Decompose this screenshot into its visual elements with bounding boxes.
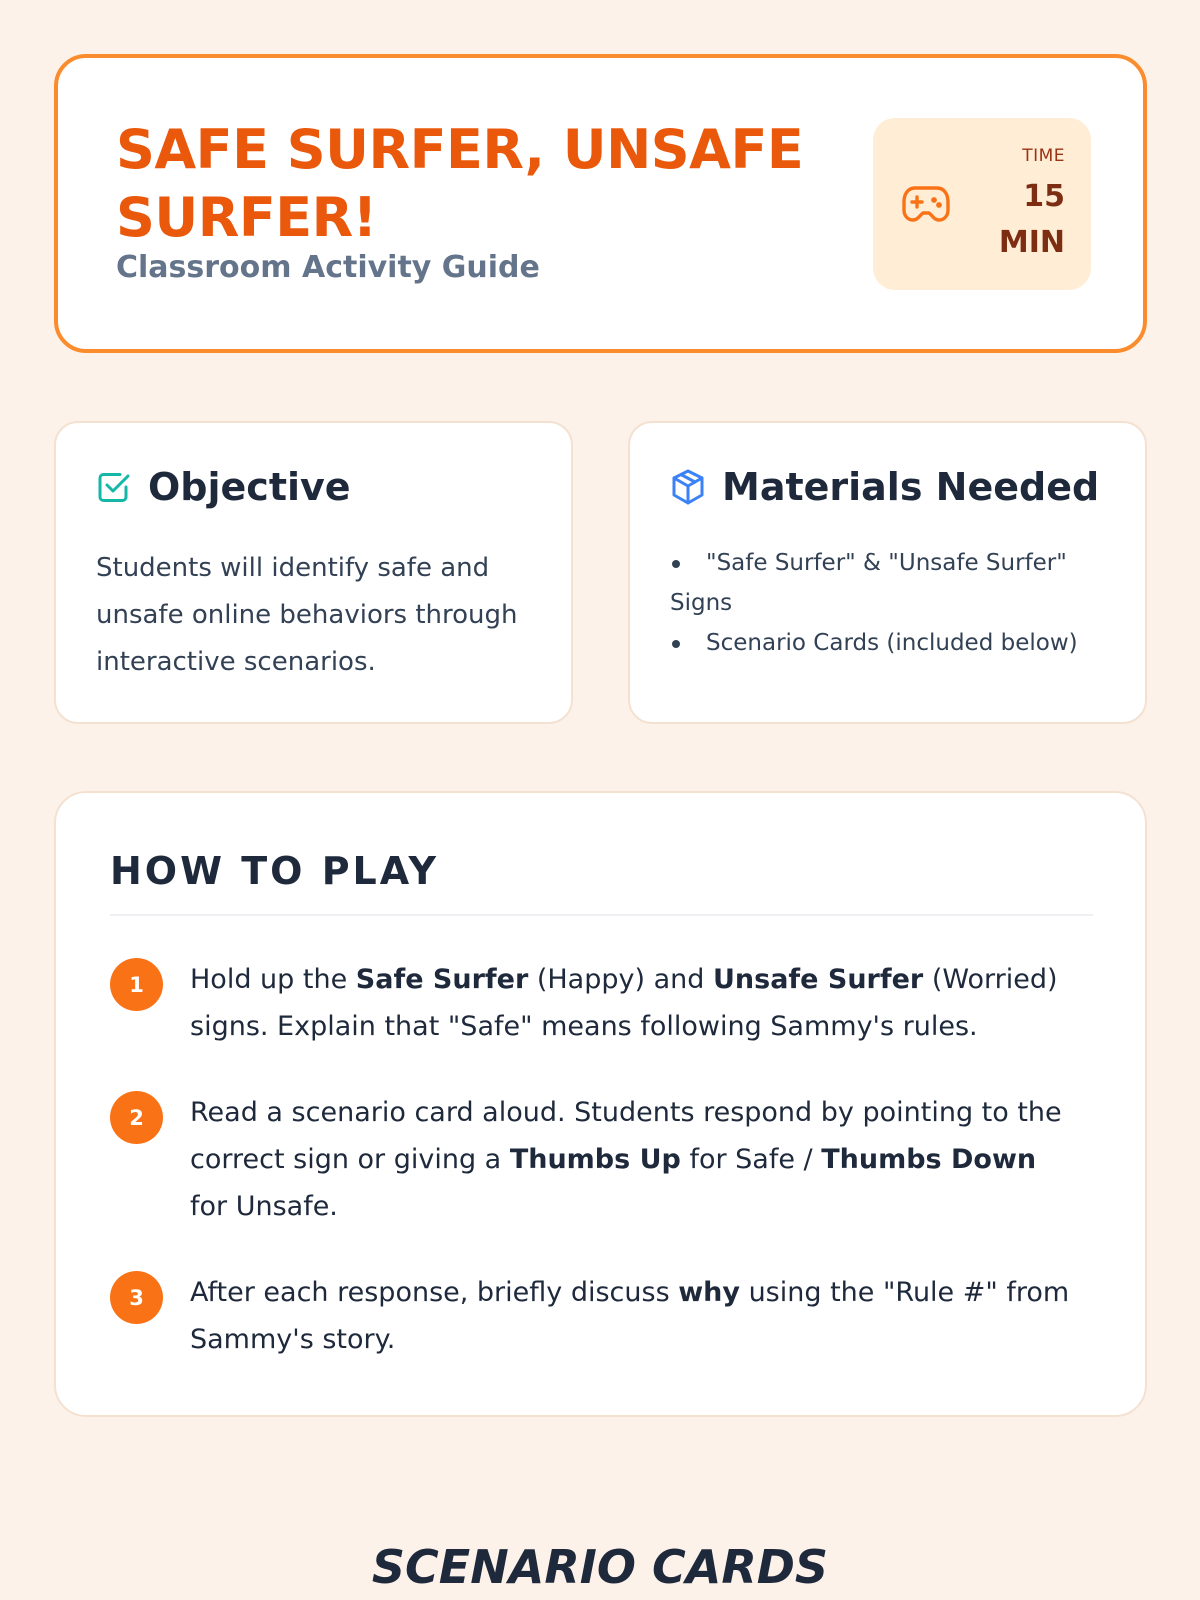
step-number-badge: 3	[110, 1271, 163, 1324]
step-text-part: (Happy) and	[528, 964, 713, 995]
step-text	[190, 1089, 1070, 1230]
time-badge	[873, 118, 1091, 290]
scenario-cards-heading: SCENARIO CARDS	[371, 1540, 829, 1594]
step-text-part: After each response, briefly discuss	[190, 1277, 679, 1308]
materials-item: Scenario Cards (included below)	[670, 623, 1110, 663]
how-to-play-card	[54, 791, 1147, 1417]
page-subtitle: Classroom Activity Guide	[116, 250, 540, 285]
materials-heading-label: Materials Needed	[722, 465, 1100, 509]
step-text	[190, 956, 1070, 1050]
step-text-emphasis: Thumbs Up	[509, 1144, 681, 1175]
time-value: 15 MIN	[998, 179, 1065, 260]
step-text	[190, 1269, 1070, 1363]
step-text-part: (Worried) signs. Explain that "Safe" means following Sammy's rules.	[190, 964, 1058, 1042]
step-text-part: Hold up the	[190, 964, 356, 995]
objective-heading-label: Objective	[148, 465, 351, 509]
materials-item: "Safe Surfer" & "Unsafe Surfer" Signs	[670, 543, 1110, 623]
materials-heading	[670, 465, 1099, 509]
time-label: TIME	[1022, 146, 1065, 166]
gamepad-icon	[901, 182, 951, 224]
step-text-emphasis: Thumbs Down	[821, 1144, 1037, 1175]
objective-heading	[96, 465, 351, 509]
materials-list	[670, 543, 1110, 663]
divider	[110, 914, 1093, 916]
step-number-badge: 1	[110, 958, 163, 1011]
cube-icon	[670, 468, 706, 506]
activity-header-card	[54, 54, 1147, 353]
objective-card	[54, 421, 573, 724]
step-number-badge: 2	[110, 1091, 163, 1144]
how-to-play-heading: HOW TO PLAY	[110, 849, 440, 893]
objective-text: Students will identify safe and unsafe online behaviors through interactive scenarios.	[96, 553, 518, 677]
step-text-part: for Unsafe.	[190, 1191, 338, 1222]
step-text-part: Read a scenario card aloud. Students respond by pointing to the correct sign or giving a	[190, 1097, 1062, 1175]
materials-card	[628, 421, 1147, 724]
checkbox-icon	[96, 469, 132, 505]
step-text-part: using the "Rule #" from Sammy's story.	[190, 1277, 1070, 1355]
step-text-emphasis: why	[678, 1277, 740, 1308]
page-title: SAFE SURFER, UNSAFE SURFER!	[116, 118, 804, 249]
step-text-part: for Safe /	[680, 1144, 822, 1175]
step-text-emphasis: Unsafe Surfer	[712, 964, 924, 995]
step-text-emphasis: Safe Surfer	[355, 964, 529, 995]
